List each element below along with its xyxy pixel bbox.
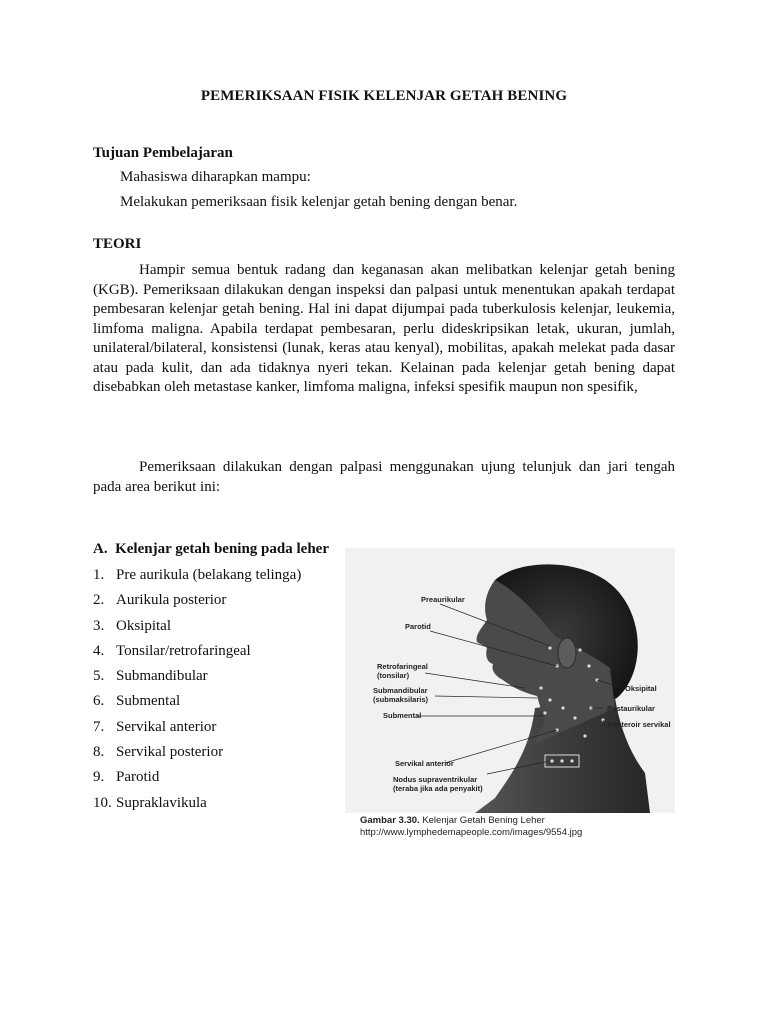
section-a-heading: A. Kelenjar getah bening pada leher (93, 541, 329, 557)
list-item: 8. Servikal posterior (93, 744, 224, 761)
neck-lymph-node-figure (345, 548, 675, 813)
caption-title: Kelenjar Getah Bening Leher (422, 815, 545, 826)
list-item: 9. Parotid (93, 769, 160, 786)
label-supraventrikular-note: (teraba jika ada penyakit) (393, 784, 483, 793)
page-title: PEMERIKSAAN FISIK KELENJAR GETAH BENING (200, 88, 568, 104)
caption-label: Gambar 3.30. (360, 815, 420, 826)
objectives-line-2: Melakukan pemeriksaan fisik kelenjar getah bening dengan benar. (120, 194, 518, 210)
label-parotid: Parotid (405, 622, 431, 631)
figure-caption (360, 815, 582, 839)
label-servikal-anterior: Servikal anterior (395, 759, 454, 768)
lymph-node-list (93, 566, 301, 819)
theory-paragraph-1: Hampir semua bentuk radang dan keganasan akan melibatkan kelenjar getah bening (KGB). Pemeriksaan dilakukan dengan inspeksi dan palpasi untuk menentukan apakah terdapat pembesaran kelenjar getah bening. Hal ini dapat dijumpai pada tuberkulosis kelenjar, leukemia, limfoma maligna. Apabila terdapat pembesaran, perlu dideskripsikan letak, ukuran, jumlah, unilateral/bilateral, konsistensi (lunak, keras atau kenyal), mobilitas, apakah melekat pada dasar atau pada kulit, dan ada tidaknya nyeri tekan. Kelainan pada kelenjar getah bening dapat disebabkan oleh metastase kanker, limfoma maligna, infeksi spesifik maupun non spesifik, (93, 262, 675, 395)
label-retrofaringeal: Retrofaringeal (377, 662, 428, 671)
label-oksipital: Oksipital (625, 684, 657, 693)
label-posterior-servikal: - Posteroir servikal (603, 720, 671, 729)
list-item: 2. Aurikula posterior (93, 592, 227, 609)
list-item: 10. Supraklavikula (93, 794, 207, 811)
objectives-heading: Tujuan Pembelajaran (93, 145, 233, 161)
label-submandibular: Submandibular (373, 686, 428, 695)
theory-heading: TEORI (93, 236, 142, 252)
list-item: 4. Tonsilar/retrofaringeal (93, 642, 251, 659)
list-item: 1. Pre aurikula (belakang telinga) (93, 567, 302, 583)
label-tonsilar: (tonsilar) (377, 671, 410, 680)
list-item: 7. Servikal anterior (93, 718, 217, 735)
list-item: 3. Oksipital (93, 617, 171, 634)
list-item: 5. Submandibular (93, 668, 208, 685)
head-neck-illustration (345, 548, 675, 813)
label-postaurikular: Postaurikular (607, 704, 655, 713)
ear-shape (558, 638, 576, 668)
list-item: 6. Submental (93, 693, 181, 710)
label-submaksilaris: (submaksilaris) (373, 695, 429, 704)
caption-url: http://www.lymphedemapeople.com/images/9554.jpg (360, 827, 583, 838)
label-preauricular: Preaurikular (421, 595, 465, 604)
label-submental: Submental (383, 711, 422, 720)
label-supraventrikular: Nodus supraventrikular (393, 775, 478, 784)
objectives-line-1: Mahasiswa diharapkan mampu: (120, 169, 311, 185)
theory-paragraph-2: Pemeriksaan dilakukan dengan palpasi menggunakan ujung telunjuk dan jari tengah pada area berikut ini: (93, 459, 675, 495)
